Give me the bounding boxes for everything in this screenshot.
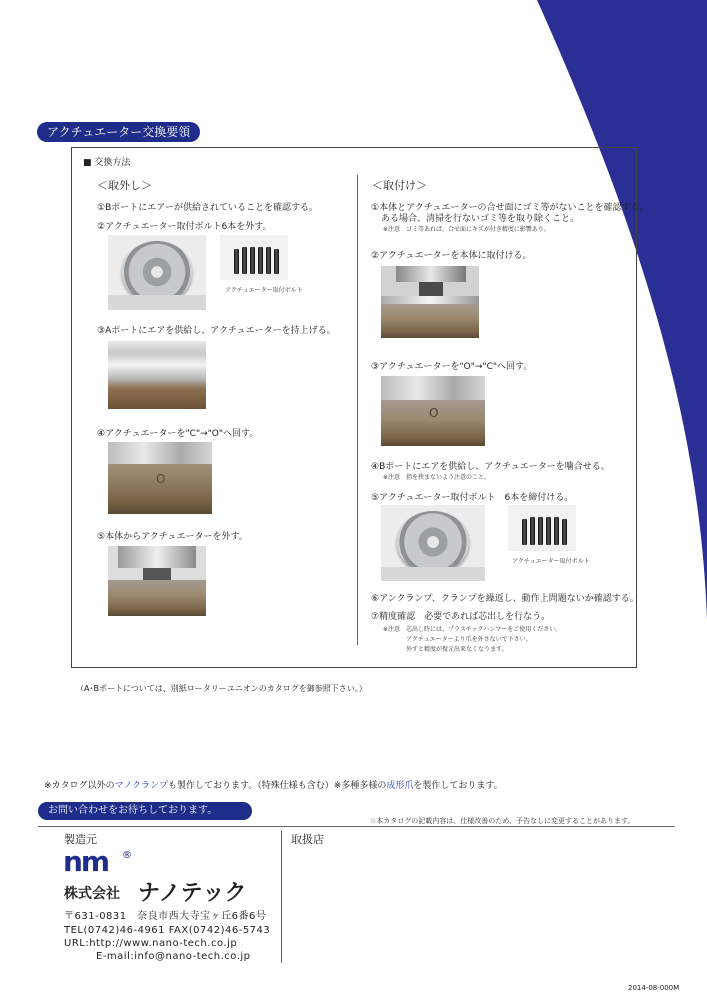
install-step-6: ⑥アンクランプ、クランプを繰返し、動作上問題ないか確認する。 <box>371 594 639 604</box>
photo-actuator-lift <box>108 341 206 409</box>
photo-remove-actuator <box>108 546 206 616</box>
install-step-1-sub: ある場合、清掃を行ないゴミ等を取り除くこと。 <box>381 214 580 224</box>
column-divider <box>357 175 358 645</box>
email-address[interactable]: E-mail:info@nano-tech.co.jp <box>96 951 251 962</box>
disclaimer: ☆本カタログの記載内容は、仕様改善のため、予告なしに変更することがあります。 <box>370 817 635 825</box>
photo-bolts <box>220 235 288 280</box>
promo-highlight-clamp: マノクランプ <box>114 781 169 791</box>
photo-attach-actuator <box>381 266 479 338</box>
document-code: 2014-08-000M <box>628 984 680 992</box>
photo-chuck-top-install <box>381 505 485 581</box>
install-step-3: ③アクチュエーターを"O"→"C"へ回す。 <box>371 362 533 372</box>
promo-line: ※カタログ以外のマノクランプも製作しております。（特殊仕様も含む）※多種多様の成形爪を製作しております。 <box>44 781 503 791</box>
footer-top-rule <box>38 826 675 827</box>
removal-heading: ＜取外し＞ <box>97 179 152 192</box>
maker-label: 製造元 <box>64 833 97 846</box>
website-url[interactable]: URL:http://www.nano-tech.co.jp <box>64 938 238 949</box>
install-step-4-note: ※注意 指を挟まないよう注意のこと。 <box>383 474 491 481</box>
promo-highlight-jaw: 成形爪 <box>386 781 414 791</box>
install-step-7-note-1: ※注意 芯出し時には、プラスチックハンマーをご使用ください。 <box>383 626 562 633</box>
install-step-4: ④Bポートにエアを供給し、アクチュエーターを噛合せる。 <box>371 462 610 472</box>
phone-fax: TEL(0742)46-4961 FAX(0742)46-5743 <box>64 925 271 936</box>
section-title: ■ 交換方法 <box>83 158 131 168</box>
registered-mark: ® <box>122 850 132 861</box>
install-bolt-caption: アクチュエーター取付ボルト <box>512 558 590 565</box>
photo-chuck-top <box>108 235 206 310</box>
removal-step-4: ④アクチュエーターを"C"→"O"へ回す。 <box>97 429 259 439</box>
install-step-7-note-2: アクチュエーターより爪を外さないで下さい。 <box>406 636 532 643</box>
install-heading: ＜取付け＞ <box>372 179 427 192</box>
removal-step-3: ③Aポートにエアを供給し、アクチュエーターを持上げる。 <box>97 326 336 336</box>
removal-step-1: ①Bポートにエアーが供給されていることを確認する。 <box>97 203 318 213</box>
company-logo: nm <box>63 845 109 878</box>
install-step-2: ②アクチュエーターを本体に取付ける。 <box>371 251 532 261</box>
footnote: （A･Bポートについては、別紙ロータリーユニオンのカタログを御参照下さい。） <box>76 684 367 693</box>
removal-bolt-caption: アクチュエーター取付ボルト <box>225 287 303 294</box>
removal-step-5: ⑤本体からアクチュエーターを外す。 <box>97 532 248 542</box>
contact-pill: お問い合わせをお待ちしております。 <box>38 802 252 820</box>
address: 〒631-0831 奈良市西大寺宝ヶ丘6番6号 <box>64 911 267 922</box>
install-step-7: ⑦精度確認 必要であれば芯出しを行なう。 <box>371 612 551 622</box>
install-step-1: ①本体とアクチュエーターの合せ面にゴミ等がないことを確認する。 <box>371 203 649 213</box>
photo-rotate-c-o <box>108 442 212 514</box>
dealer-label: 取扱店 <box>291 833 324 846</box>
footer-mid-rule <box>281 831 282 963</box>
company-name: ナノテック <box>138 881 247 906</box>
photo-letter: O <box>429 406 439 420</box>
install-step-1-note: ※注意 ゴミ等あれば、合せ面にキズが付き精度に影響あり。 <box>383 226 550 233</box>
company-prefix: 株式会社 <box>64 886 120 902</box>
install-step-5: ⑤アクチュエーター取付ボルト 6本を締付ける。 <box>371 493 574 503</box>
removal-step-2: ②アクチュエーター取付ボルト6本を外す。 <box>97 222 272 232</box>
photo-bolts-install <box>508 505 576 551</box>
install-step-7-note-3: 外すと精度が復元出来なくなります。 <box>406 646 508 653</box>
photo-rotate-o-c <box>381 376 485 446</box>
photo-letter: O <box>156 472 166 486</box>
page-title: アクチュエーター交換要領 <box>37 122 200 142</box>
